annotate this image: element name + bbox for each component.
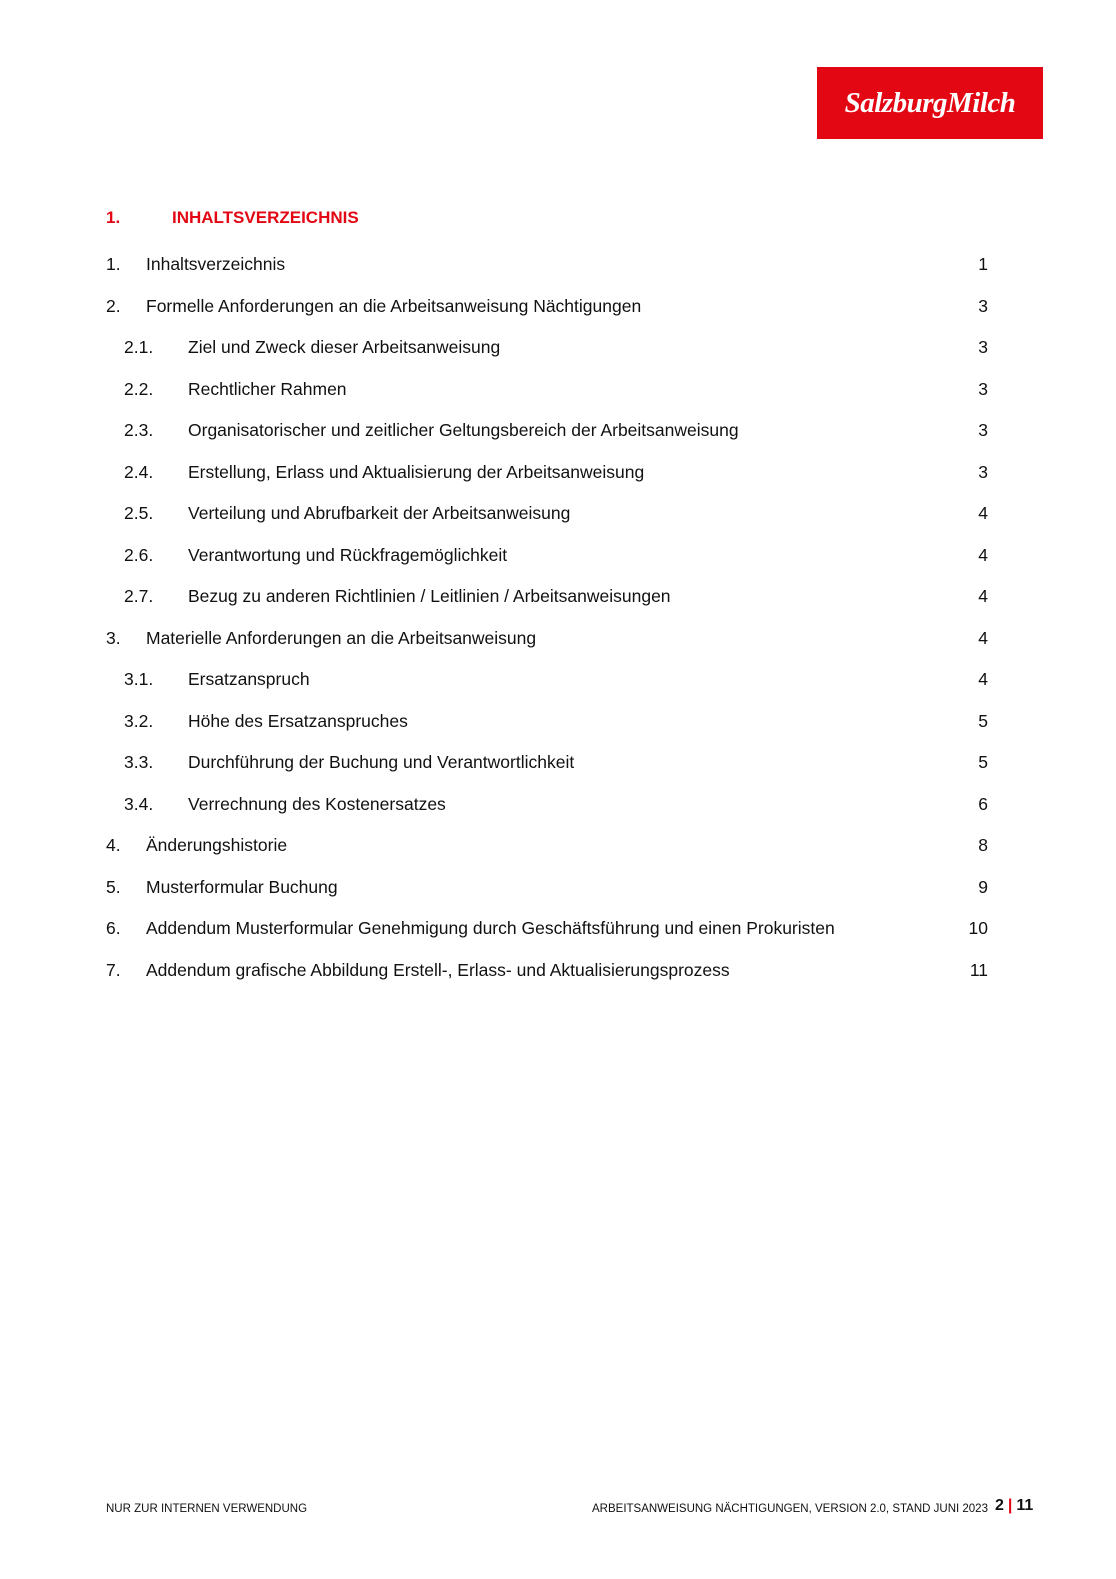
toc-entry-page: 4 bbox=[978, 627, 988, 648]
toc-entry-title: Inhaltsverzeichnis bbox=[146, 254, 286, 274]
logo-text: SalzburgMilch bbox=[844, 86, 1016, 119]
total-pages-number: 11 bbox=[1016, 1497, 1034, 1514]
toc-entry-number: 5. bbox=[106, 876, 121, 897]
toc-entry-number: 1. bbox=[106, 254, 121, 274]
toc-entry-page: 4 bbox=[978, 544, 988, 565]
toc-entry-title: Materielle Anforderungen an die Arbeitsanweisung bbox=[146, 627, 537, 648]
toc-entry-number: 2.1. bbox=[124, 337, 154, 357]
toc-entry-page: 4 bbox=[978, 503, 988, 523]
toc-entry-number: 3. bbox=[106, 627, 121, 648]
toc-entry-title: Organisatorischer und zeitlicher Geltungsbereich der Arbeitsanweisung bbox=[188, 420, 739, 440]
toc-entry-page: 1 bbox=[978, 254, 988, 274]
toc-entry-page: 3 bbox=[978, 420, 988, 440]
toc-entry-number: 3.3. bbox=[124, 752, 154, 772]
toc-entry-page: 10 bbox=[968, 918, 988, 938]
toc-entry-page: 3 bbox=[978, 461, 988, 482]
toc-entry[interactable] bbox=[0, 873, 1116, 901]
toc-entry-page: 4 bbox=[978, 669, 988, 689]
toc-entry[interactable] bbox=[0, 790, 1116, 818]
toc-entry-page: 6 bbox=[978, 793, 988, 814]
toc-entry[interactable] bbox=[0, 707, 1116, 735]
toc-entry-title: Ziel und Zweck dieser Arbeitsanweisung bbox=[188, 337, 501, 357]
toc-heading bbox=[106, 208, 359, 228]
toc-entry-number: 2.3. bbox=[124, 420, 154, 440]
toc-entry-page: 8 bbox=[978, 835, 988, 855]
toc-entry[interactable] bbox=[0, 914, 1116, 942]
toc-entry-title: Addendum grafische Abbildung Erstell-, Erlass- und Aktualisierungsprozess bbox=[146, 959, 730, 980]
toc-entry[interactable] bbox=[0, 375, 1116, 403]
toc-entry[interactable] bbox=[0, 250, 1116, 278]
toc-entry-title: Addendum Musterformular Genehmigung durch Geschäftsführung und einen Prokuristen bbox=[146, 918, 835, 938]
toc-entry-title: Verantwortung und Rückfragemöglichkeit bbox=[188, 544, 508, 565]
toc-entry-title: Verrechnung des Kostenersatzes bbox=[188, 793, 446, 814]
toc-entry-page: 5 bbox=[978, 710, 988, 731]
toc-entry[interactable] bbox=[0, 831, 1116, 859]
toc-entry-title: Rechtlicher Rahmen bbox=[188, 378, 347, 399]
toc-entry-number: 2. bbox=[106, 295, 121, 316]
toc-entry[interactable] bbox=[0, 458, 1116, 486]
toc-entry-page: 3 bbox=[978, 337, 988, 357]
toc-entry-number: 2.5. bbox=[124, 503, 154, 523]
toc-entry-number: 3.2. bbox=[124, 710, 154, 731]
toc-entry-number: 3.1. bbox=[124, 669, 154, 689]
toc-entry[interactable] bbox=[0, 499, 1116, 527]
toc-entry-number: 2.6. bbox=[124, 544, 154, 565]
toc-entry-title: Ersatzanspruch bbox=[188, 669, 310, 689]
company-logo bbox=[817, 67, 1043, 139]
toc-entry[interactable] bbox=[0, 624, 1116, 652]
toc-entry-page: 3 bbox=[978, 295, 988, 316]
toc-entry-title: Formelle Anforderungen an die Arbeitsanweisung Nächtigungen bbox=[146, 295, 642, 316]
toc-entry-title: Erstellung, Erlass und Aktualisierung der Arbeitsanweisung bbox=[188, 461, 645, 482]
toc-entry-title: Verteilung und Abrufbarkeit der Arbeitsanweisung bbox=[188, 503, 571, 523]
toc-entry-number: 2.2. bbox=[124, 378, 154, 399]
toc-entry-number: 4. bbox=[106, 835, 121, 855]
toc-entry-page: 5 bbox=[978, 752, 988, 772]
footer-confidentiality: NUR ZUR INTERNEN VERWENDUNG bbox=[106, 1503, 308, 1515]
current-page-number: 2 bbox=[995, 1497, 1004, 1514]
toc-entry-number: 7. bbox=[106, 959, 121, 980]
toc-entry-title: Durchführung der Buchung und Verantwortlichkeit bbox=[188, 752, 575, 772]
footer-document-info: ARBEITSANWEISUNG NÄCHTIGUNGEN, VERSION 2.0, STAND JUNI 2023 bbox=[592, 1503, 988, 1515]
toc-entry-number: 2.7. bbox=[124, 586, 154, 606]
toc-entry-number: 2.4. bbox=[124, 461, 154, 482]
toc-entry[interactable] bbox=[0, 333, 1116, 361]
toc-entry-page: 9 bbox=[978, 876, 988, 897]
toc-heading-number: 1. bbox=[106, 208, 121, 227]
toc-entry[interactable] bbox=[0, 748, 1116, 776]
toc-heading-label: INHALTSVERZEICHNIS bbox=[172, 208, 359, 227]
toc-entry-title: Musterformular Buchung bbox=[146, 876, 338, 897]
toc-entry[interactable] bbox=[0, 541, 1116, 569]
page-indicator bbox=[995, 1497, 1033, 1515]
toc-entry-page: 11 bbox=[969, 959, 988, 980]
toc-entry[interactable] bbox=[0, 416, 1116, 444]
toc-entry[interactable] bbox=[0, 582, 1116, 610]
toc-entry-page: 3 bbox=[978, 378, 988, 399]
toc-entry-title: Höhe des Ersatzanspruches bbox=[188, 710, 408, 731]
toc-entry[interactable] bbox=[0, 956, 1116, 984]
toc-entry-number: 6. bbox=[106, 918, 121, 938]
page-separator: | bbox=[1007, 1497, 1013, 1514]
toc-entry-page: 4 bbox=[978, 586, 988, 606]
toc-entry-number: 3.4. bbox=[124, 793, 154, 814]
toc-entry[interactable] bbox=[0, 665, 1116, 693]
toc-entry[interactable] bbox=[0, 292, 1116, 320]
toc-entry-title: Änderungshistorie bbox=[146, 835, 288, 855]
toc-entry-title: Bezug zu anderen Richtlinien / Leitlinien / Arbeitsanweisungen bbox=[188, 586, 671, 606]
